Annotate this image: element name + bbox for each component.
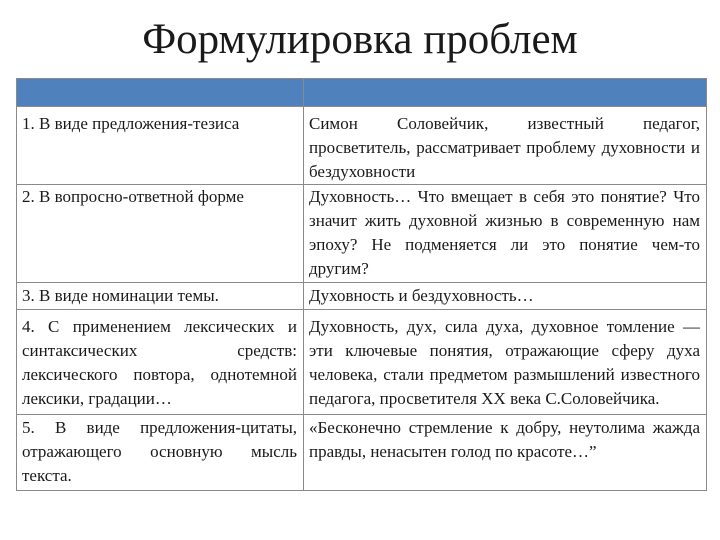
table-header-cell-example [304,79,707,107]
table-row [17,107,707,185]
table-header-row [17,79,707,107]
table-row [17,283,707,310]
method-cell: 5. В виде предложения-цитаты, отражающего основную мысль текста. [17,415,304,491]
example-cell: Духовность и бездуховность… [304,283,707,310]
table-row [17,415,707,491]
example-cell: Симон Соловейчик, известный педагог, просветитель, рассматривает проблему духовности и бездуховности [304,107,707,185]
example-cell: «Бесконечно стремление к добру, неутолима жажда правды, ненасытен голод по красоте…” [304,415,707,491]
table-row [17,310,707,415]
example-cell: Духовность, дух, сила духа, духовное томление — эти ключевые понятия, отражающие сферу духа человека, стали предметом размышлений известного педагога, просветителя XX века С.Соловейчика. [304,310,707,415]
table-row [17,185,707,283]
table-header-cell-method [17,79,304,107]
method-cell: 1. В виде предложения-тезиса [17,107,304,185]
method-cell: 2. В вопросно-ответной форме [17,185,304,283]
problems-table [16,78,707,491]
method-cell: 4. С применением лексических и синтаксических средств: лексического повтора, однотемной лексики, градации… [17,310,304,415]
example-cell: Духовность… Что вмещает в себя это понятие? Что значит жить духовной жизнью в современную нам эпоху? Не подменяется ли это понятие чем-то другим? [304,185,707,283]
method-cell: 3. В виде номинации темы. [17,283,304,310]
slide-title: Формулировка проблем [142,16,578,63]
